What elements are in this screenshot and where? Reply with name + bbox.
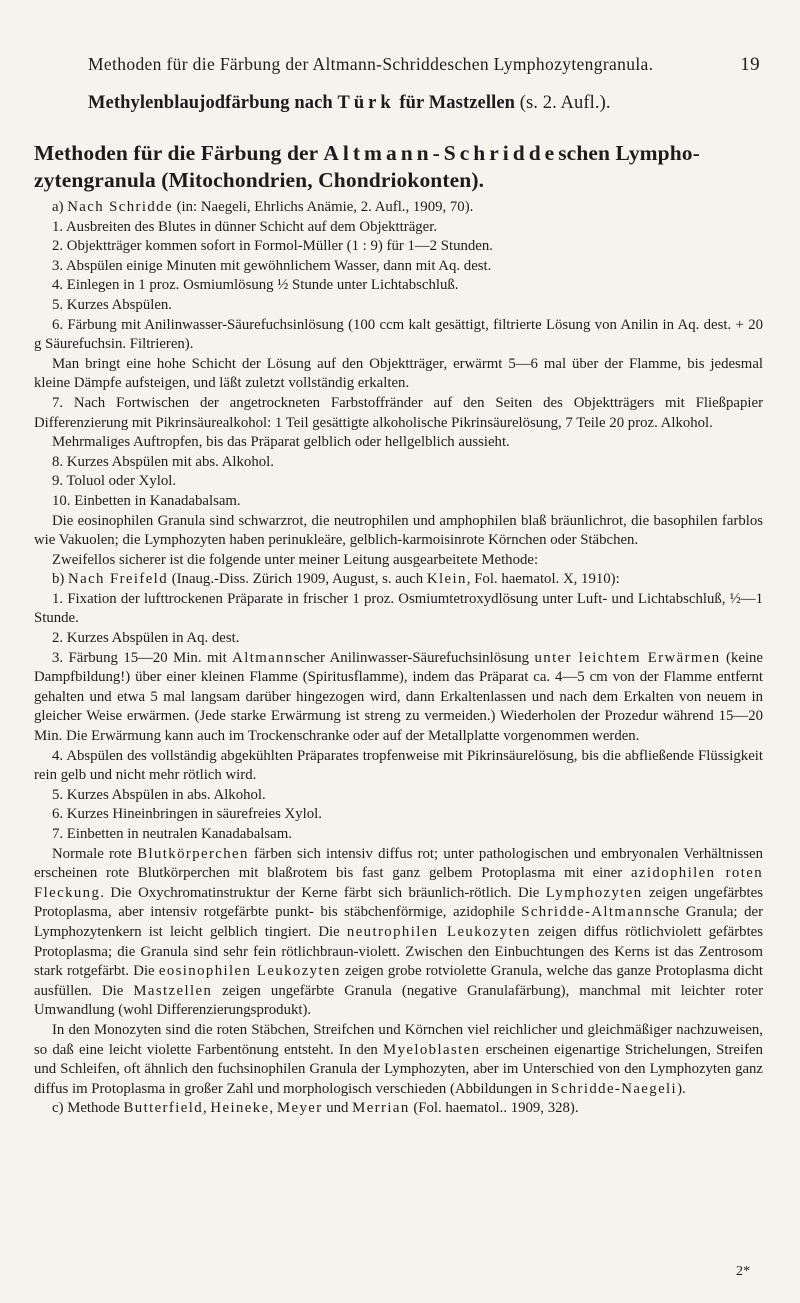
section-b-label: b) <box>52 571 69 588</box>
step-b-2: 2. Kurzes Abspülen in Aq. dest. <box>52 630 240 647</box>
section-c-author1: Butterfield <box>123 1100 204 1117</box>
step-a-9: 9. Toluol oder Xylol. <box>52 473 177 490</box>
step-b-3-name: Altmann <box>232 649 294 666</box>
section-c-sep1: , <box>203 1100 211 1117</box>
step-a-6-note: Man bringt eine hohe Schicht der Lösung auf den Objektträger, erwärmt 5—6 mal über der Flamme, bis jedesmal kleine Dämpfe aufsteigen, und läßt zuletzt vollständig erkalten. <box>34 355 763 392</box>
p1-e: sche Granula; der Lymphozytenkern ist leicht gelblich tingiert. Die <box>34 904 763 940</box>
step-a-5: 5. Kurzes Abspülen. <box>52 296 173 313</box>
section-a-citation: (in: Naegeli, Ehrlichs Anämie, 2. Aufl., 1909, 70). <box>172 199 474 215</box>
step-b-7: 7. Einbetten in neutralen Kanadabalsam. <box>52 826 292 842</box>
step-a-1: 1. Ausbreiten des Blutes in dünner Schicht auf dem Objektträger. <box>52 218 438 235</box>
sheet-signature: 2* <box>736 1264 750 1279</box>
result-a: Die eosinophilen Granula sind schwarzrot, die neutrophilen und amphophilen blaß bräunlichrot, die basophilen farblos wie Vakuolen; die Lymphozyten haben perinukleäre, gelblich-karmoisinrote Körnchen oder Stäbchen. <box>34 512 763 549</box>
p1-g: zeigen grobe rotviolette Granula, welche das ganze Protoplasma dicht ausfüllen. Die <box>34 963 763 999</box>
step-b-3-emphasis: unter leichtem Erwärmen <box>534 649 721 666</box>
p1-h: zeigen ungefärbte Granula (negative Granulafärbung), manchmal mit leichter roter Umwandlung (wohl Differenzierungsprodukt). <box>34 982 764 1019</box>
p2-c: ). <box>677 1080 686 1097</box>
main-heading-part2: schen Lymphozytengranula (Mitochondrien, Chondriokonten). <box>34 141 700 192</box>
p1-term-blutkoerperchen: Blutkörperchen <box>137 845 249 862</box>
section-a-label: a) <box>52 199 68 215</box>
step-b-5: 5. Kurzes Abspülen in abs. Alkohol. <box>52 786 266 803</box>
step-a-10: 10. Einbetten in Kanadabalsam. <box>52 492 241 509</box>
section-b-citation-end: , Fol. haematol. X, 1910): <box>466 571 620 588</box>
main-heading <box>34 140 764 194</box>
step-a-3: 3. Abspülen einige Minuten mit gewöhnlichem Wasser, dann mit Aq. dest. <box>52 257 492 274</box>
p1-term-fleckung: azidophilen roten Fleckung <box>34 865 763 901</box>
section-b-author: Nach Freifeld <box>68 571 168 588</box>
result-b-paragraph-1 <box>34 845 763 1021</box>
step-b-3-c: (keine Dampfbildung!) über einer kleinen Flamme (Spiritusflamme), indem das Präparat ca. 4—5 cm von der Flamme entfernt gehalten und etwa 5 mal langsam darüber hingezogen wird, dann Erkaltenlassen und nach dem Erkalten von neuem in gleicher Weise erwärmen. (Jede starke Erwärmung ist streng zu vermeiden.) Wiederholen der Prozedur während 15—20 Min. Die Erwärmung kann auch im Trockenschranke oder auf der Metallplatte vorgenommen werden. <box>34 649 763 745</box>
section-c-label: c) Methode <box>52 1100 124 1117</box>
section-a-intro <box>34 198 763 218</box>
section-c-author4: Merrian <box>352 1100 410 1117</box>
result-b-paragraph-2 <box>34 1021 763 1099</box>
section-b-intro <box>34 570 763 590</box>
step-a-6: 6. Färbung mit Anilinwasser-Säurefuchsinlösung (100 ccm kalt gesättigt, filtrierte Lösung von Anilin in Aq. dest. + 20 g Säurefuchsin. Filtrieren). <box>34 316 763 353</box>
section-c-sep3: und <box>322 1100 353 1117</box>
p2-a: In den Monozyten sind die roten Stäbchen, Streifchen und Körnchen viel reichlicher und gleichmäßiger nachzuweisen, so daß eine leicht violette Farbentönung entsteht. In den <box>34 1021 763 1058</box>
running-head-title: Methoden für die Färbung der Altmann-Schriddeschen Lymphozytengranula. <box>88 54 654 74</box>
body-text <box>34 198 763 1119</box>
page-number: 19 <box>740 54 760 75</box>
step-b-3-a: 3. Färbung 15—20 Min. mit <box>52 649 233 666</box>
step-a-4: 4. Einlegen in 1 proz. Osmiumlösung ½ Stunde unter Lichtabschluß. <box>52 277 459 294</box>
main-heading-part1: Methoden für die Färbung der <box>34 141 318 165</box>
transition-a: Zweifellos sicherer ist die folgende unter meiner Leitung ausgearbeitete Methode: <box>52 551 539 568</box>
step-b-3-b: scher Anilinwasser-Säurefuchsinlösung <box>293 649 535 666</box>
p1-term-neutrophilen: neutrophilen Leukozyten <box>346 923 531 940</box>
p1-a: Normale rote <box>52 845 138 862</box>
step-a-8: 8. Kurzes Abspülen mit abs. Alkohol. <box>52 453 274 470</box>
sub-heading-name: Türk <box>337 93 395 113</box>
section-heading-tuerk <box>88 93 611 114</box>
p2-term-schridde-naegeli: Schridde-Naegeli <box>551 1080 678 1097</box>
p1-term-schridde-altmann: Schridde-Altmann <box>521 904 653 921</box>
section-c-intro <box>34 1099 763 1119</box>
section-b-citation: (Inaug.-Diss. Zürich 1909, August, s. auch <box>168 571 427 588</box>
step-a-7-note: Mehrmaliges Auftropfen, bis das Präparat gelblich oder hellgelblich aussieht. <box>52 434 510 451</box>
p1-c: . Die Oxychromatinstruktur der Kerne färbt sich bräunlich-rötlich. Die <box>100 884 546 901</box>
sub-heading-note: (s. 2. Aufl.). <box>519 93 611 113</box>
section-c-author2: Heineke <box>210 1100 270 1117</box>
p2-b: erscheinen eigenartige Strichelungen, Streifen und Schleifen, oft ähnlich den fuchsinophilen Granula der Lymphozyten, aber im Unterschied von den Lymphozyten ganz diffus im Protoplasma in großer Zahl und morphologisch verschieden (Abbildungen in <box>34 1041 763 1097</box>
step-b-6: 6. Kurzes Hineinbringen in säurefreies Xylol. <box>52 806 322 823</box>
sub-heading-bold: Methylenblaujodfärbung nach <box>88 93 333 113</box>
p1-b: färben sich intensiv diffus rot; unter pathologischen und embryonalen Verhältnissen erscheinen rote Blutkörperchen mit blaßrotem bis fast ganz gelbem Protoplasma mit einer <box>34 845 764 882</box>
section-a-author: Nach Schridde <box>67 199 173 215</box>
p1-term-mastzellen: Mastzellen <box>133 982 213 999</box>
step-b-3 <box>34 649 763 747</box>
running-head <box>88 54 760 75</box>
p1-term-eosinophilen: eosinophilen Leukozyten <box>158 963 341 980</box>
sub-heading-bold2: für Mastzellen <box>399 93 516 113</box>
section-c-author3: Meyer <box>276 1100 323 1117</box>
section-c-citation: (Fol. haematol.. 1909, 328). <box>409 1100 579 1117</box>
p2-term-myeloblasten: Myeloblasten <box>383 1041 481 1058</box>
step-b-4: 4. Abspülen des vollständig abgekühlten Präparates tropfenweise mit Pikrinsäurelösung, bis die abfließende Flüssigkeit rein gelb und nicht mehr rötlich wird. <box>34 747 763 784</box>
step-b-1: 1. Fixation der lufttrockenen Präparate in frischer 1 proz. Osmiumtetroxydlösung unter Luft- und Lichtabschluß, ½—1 Stunde. <box>34 590 763 627</box>
step-a-2: 2. Objektträger kommen sofort in Formol-Müller (1 : 9) für 1—2 Stunden. <box>52 238 493 255</box>
section-c-sep2: , <box>269 1100 277 1117</box>
section-b-author2: Klein <box>426 571 467 588</box>
step-a-7: 7. Nach Fortwischen der angetrockneten Farbstoffränder auf den Seiten des Objektträgers mit Fließpapier Differenzierung mit Pikrinsäurealkohol: 1 Teil gesättigte alkoholische Pikrinsäurelösung, 7 Teile 20 proz. Alkohol. <box>34 394 763 431</box>
p1-d: zeigen ungefärbtes Protoplasma, aber intensiv rotgefärbte punkt- bis stäbchenförmige, azidophile <box>34 884 763 921</box>
main-heading-name: Altmann-Schridde <box>323 141 559 165</box>
p1-term-lymphozyten: Lymphozyten <box>545 884 643 901</box>
p1-f: zeigen diffus rötlichviolett gefärbtes Protoplasma; die Granula sind sehr fein rötlichbraun-violett. Zwischen den Einbuchtungen des Kerns ist das Zentrosom stark rotgefärbt. Die <box>34 923 764 980</box>
